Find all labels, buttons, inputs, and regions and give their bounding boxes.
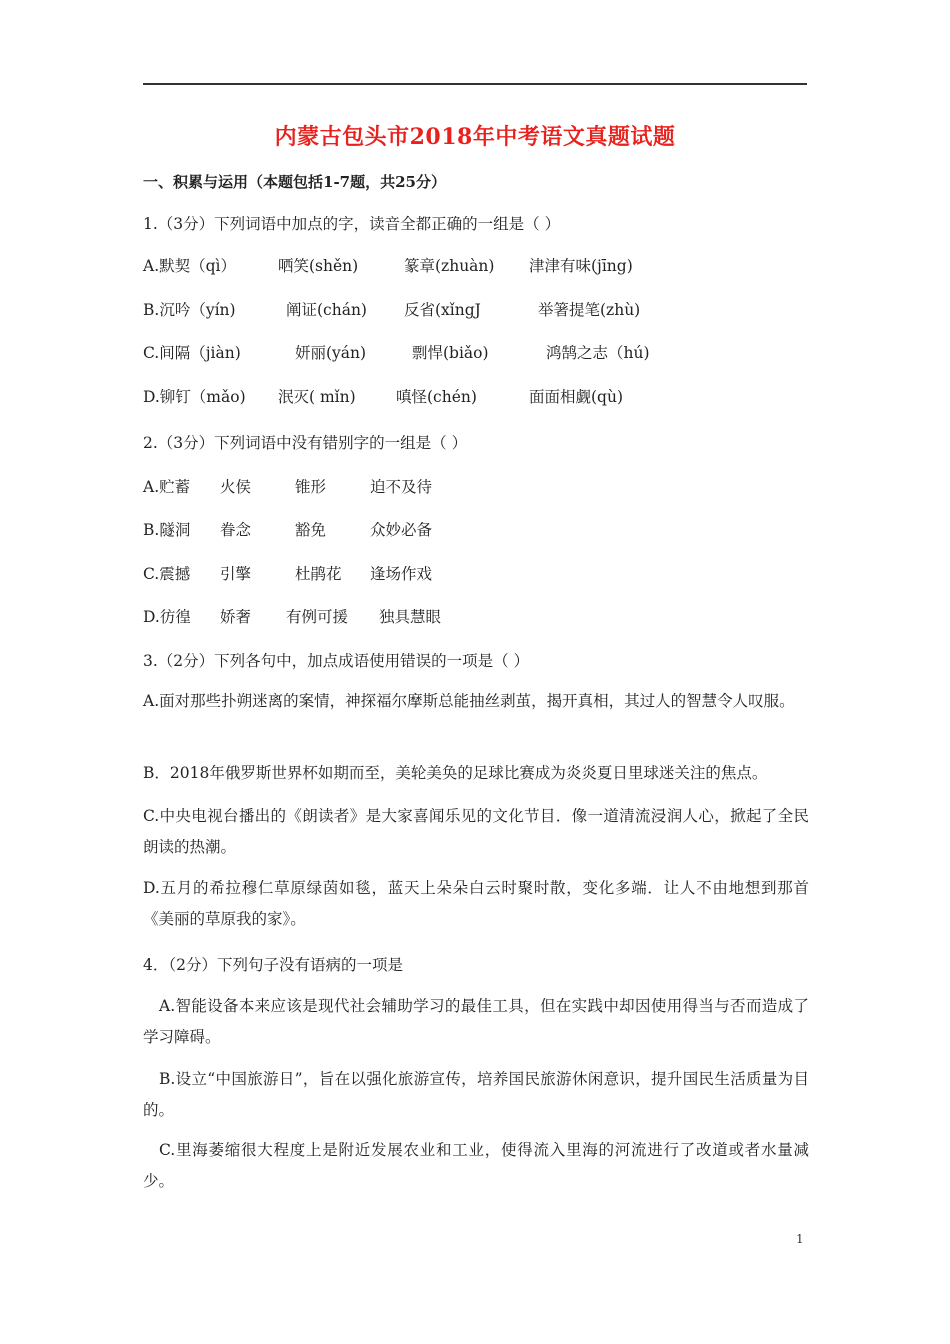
option-item: 豁免 xyxy=(295,521,327,539)
option-item: 阐证(chán) xyxy=(286,301,367,319)
option-item: 鸿鹄之志（hú) xyxy=(546,344,650,362)
option-item: 妍丽(yán) xyxy=(295,344,367,362)
q3-option-b: B．2018年俄罗斯世界杯如期而至，美轮美奂的足球比赛成为炎炎夏日里球迷关注的焦点。 xyxy=(143,764,768,782)
option-item: 众妙必备 xyxy=(370,521,433,539)
option-label: C.间隔（jiàn) xyxy=(143,344,241,362)
option-label: B.沉吟（yín) xyxy=(143,301,236,319)
option-item: 篆章(zhuàn) xyxy=(404,257,495,275)
option-label: C.震撼 xyxy=(143,565,191,583)
option-item: 娇奢 xyxy=(220,608,252,626)
q1-stem: 1.（3分）下列词语中加点的字，读音全都正确的一组是（ ） xyxy=(143,215,561,233)
q2-stem: 2.（3分）下列词语中没有错别字的一组是（ ） xyxy=(143,434,468,452)
option-item: 独具慧眼 xyxy=(379,608,442,626)
option-label: A.默契（qì） xyxy=(143,257,237,275)
option-item: 哂笑(shěn) xyxy=(278,257,359,275)
q3-option-a: A.面对那些扑朔迷离的案情，神探福尔摩斯总能抽丝剥茧，揭开真相，其过人的智慧令人叹服。 xyxy=(143,692,795,710)
option-item: 眷念 xyxy=(220,521,252,539)
option-item: 剽悍(biǎo) xyxy=(412,344,489,362)
page-number: 1 xyxy=(796,1232,804,1246)
option-item: 津津有味(jīng) xyxy=(529,257,633,275)
q3-option-c: C.中央电视台播出的《朗读者》是大家喜闻乐见的文化节目．像一道清流浸润人心，掀起了全民朗读的热潮。 xyxy=(143,807,809,856)
option-item: 迫不及待 xyxy=(370,478,433,496)
q4-option-c: C.里海萎缩很大程度上是附近发展农业和工业，使得流入里海的河流进行了改道或者水量减少。 xyxy=(143,1141,809,1190)
page-title: 内蒙古包头市2018年中考语文真题试题 xyxy=(274,124,676,150)
option-item: 逢场作戏 xyxy=(370,565,433,583)
header-rule xyxy=(143,83,807,85)
option-label: D.彷徨 xyxy=(143,608,191,626)
option-item: 泯灭( mǐn) xyxy=(278,388,356,406)
option-item: 有例可援 xyxy=(286,608,349,626)
q4-option-a: A.智能设备本来应该是现代社会辅助学习的最佳工具，但在实践中却因使用得当与否而造成了学习障碍。 xyxy=(143,997,809,1046)
option-item: 反省(xǐngJ xyxy=(404,301,481,319)
q4-stem: 4．（2分）下列句子没有语病的一项是 xyxy=(143,956,403,974)
option-label: B.隧洞 xyxy=(143,521,191,539)
option-item: 面面相觑(qù) xyxy=(529,388,623,406)
option-item: 举箸提笔(zhù) xyxy=(538,301,641,319)
option-item: 锥形 xyxy=(295,478,327,496)
section-heading: 一、积累与运用（本题包括1-7题，共25分） xyxy=(143,173,446,191)
q3-option-d: D.五月的希拉穆仁草原绿茵如毯，蓝天上朵朵白云时聚时散，变化多端．让人不由地想到那首《美丽的草原我的家》。 xyxy=(143,879,809,928)
q3-stem: 3.（2分）下列各句中，加点成语使用错误的一项是（ ） xyxy=(143,652,530,670)
option-item: 嗔怪(chén) xyxy=(396,388,477,406)
option-item: 引擎 xyxy=(220,565,252,583)
option-label: D.铆钉（mǎo) xyxy=(143,388,246,406)
option-label: A.贮蓄 xyxy=(143,478,191,496)
option-item: 杜鹃花 xyxy=(295,565,342,583)
option-item: 火侯 xyxy=(220,478,252,496)
q4-option-b: B.设立“中国旅游日”，旨在以强化旅游宣传，培养国民旅游休闲意识，提升国民生活质量为目的。 xyxy=(143,1070,809,1119)
